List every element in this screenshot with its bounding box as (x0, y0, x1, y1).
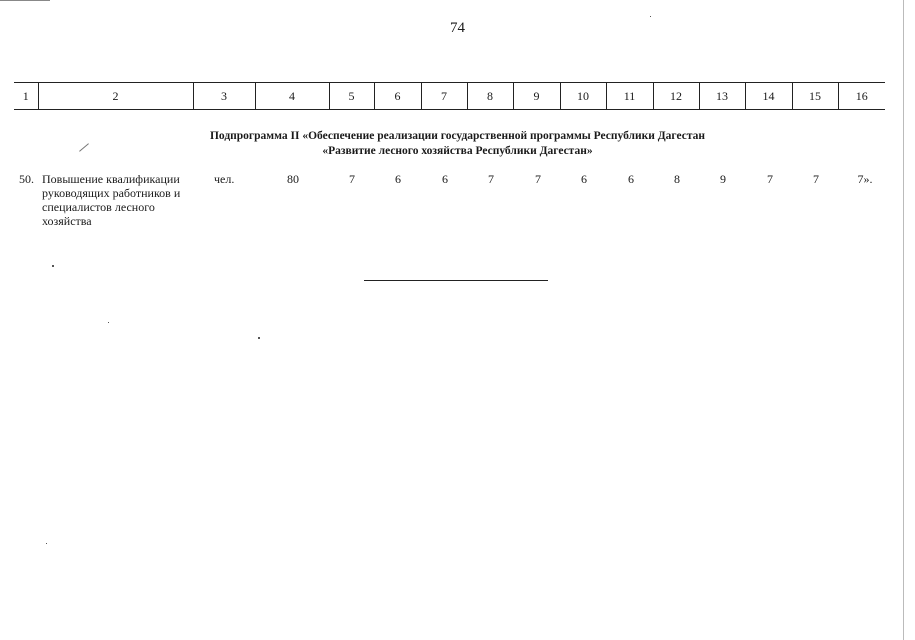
column-number-header (14, 82, 885, 110)
page-number: 74 (450, 20, 465, 36)
header-col-12: 12 (653, 83, 699, 110)
header-col-7: 7 (421, 83, 467, 110)
scan-edge-mark (0, 0, 50, 1)
row-value-col12: 8 (674, 172, 680, 186)
scan-speck (650, 16, 651, 17)
header-col-2: 2 (38, 83, 193, 110)
row-value-col9: 7 (535, 172, 541, 186)
subprogram-title (0, 129, 915, 159)
header-col-6: 6 (374, 83, 421, 110)
row-value-col13: 9 (720, 172, 726, 186)
scan-speck (258, 337, 260, 339)
row-number: 50. (19, 172, 34, 186)
row-value-col11: 6 (628, 172, 634, 186)
header-col-14: 14 (745, 83, 792, 110)
header-col-3: 3 (193, 83, 255, 110)
header-col-16: 16 (838, 83, 885, 110)
row-value-col15: 7 (813, 172, 819, 186)
row-value-col8: 7 (488, 172, 494, 186)
scan-edge-mark (903, 0, 904, 640)
row-value-col14: 7 (767, 172, 773, 186)
header-col-9: 9 (513, 83, 560, 110)
row-value-col16: 7». (857, 172, 873, 186)
row-unit: чел. (214, 172, 235, 186)
scan-speck (108, 322, 109, 323)
row-value-col4: 80 (287, 172, 299, 186)
row-value-col6: 6 (395, 172, 401, 186)
header-col-10: 10 (560, 83, 606, 110)
row-value-col10: 6 (581, 172, 587, 186)
header-col-8: 8 (467, 83, 513, 110)
header-col-13: 13 (699, 83, 745, 110)
row-indicator-name: Повышение квалификации руководящих работников и специалистов лесного хозяйства (42, 172, 181, 228)
scan-speck (46, 543, 47, 544)
row-value-col5: 7 (349, 172, 355, 186)
subprogram-title-line-1: Подпрограмма II «Обеспечение реализации государственной программы Республики Дагестан (209, 130, 706, 142)
header-col-1: 1 (14, 83, 38, 110)
closing-divider-line (364, 280, 548, 281)
header-col-11: 11 (606, 83, 653, 110)
scan-speck (52, 265, 54, 267)
subprogram-title-line-2: «Развитие лесного хозяйства Республики Дагестан» (322, 145, 593, 157)
header-col-4: 4 (255, 83, 329, 110)
row-value-col7: 6 (442, 172, 448, 186)
header-col-5: 5 (329, 83, 374, 110)
header-col-15: 15 (792, 83, 838, 110)
